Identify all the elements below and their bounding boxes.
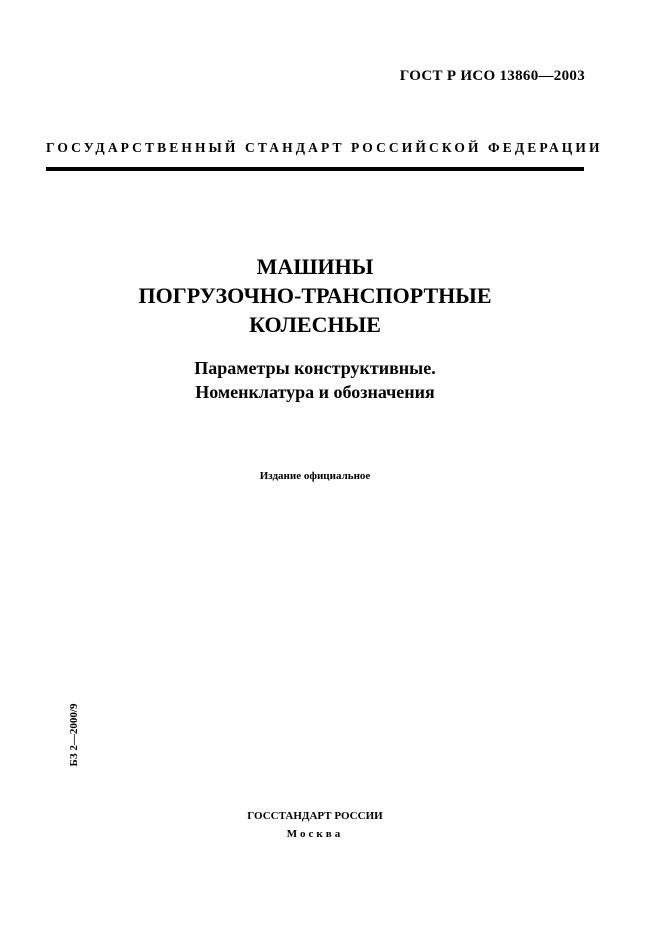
- title-line-1: МАШИНЫ: [256, 254, 374, 279]
- side-catalog-code: БЗ 2—2000/9: [68, 703, 80, 767]
- edition-note: Издание официальное: [259, 470, 371, 482]
- subtitle-line-1: Параметры конструктивные.: [194, 358, 436, 378]
- document-code: ГОСТ Р ИСО 13860—2003: [399, 68, 585, 84]
- state-standard-heading: ГОСУДАРСТВЕННЫЙ СТАНДАРТ РОССИЙСКОЙ ФЕДЕРАЦИИ: [46, 140, 603, 155]
- document-subtitle: [46, 356, 584, 404]
- publisher: ГОССТАНДАРТ РОССИИ: [247, 810, 383, 822]
- title-line-2: ПОГРУЗОЧНО-ТРАНСПОРТНЫЕ: [138, 283, 492, 308]
- header-rule: [46, 167, 584, 171]
- publication-city: Москва: [286, 828, 344, 840]
- document-title: [46, 252, 584, 339]
- title-line-3: КОЛЕСНЫЕ: [249, 312, 381, 337]
- subtitle-line-2: Номенклатура и обозначения: [195, 382, 435, 402]
